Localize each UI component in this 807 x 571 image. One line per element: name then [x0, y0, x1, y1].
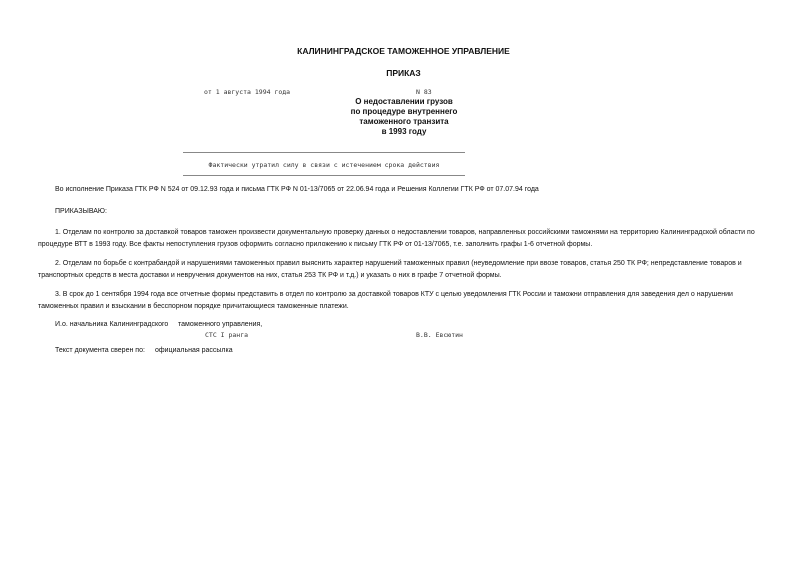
- document-date: от 1 августа 1994 года: [204, 88, 291, 96]
- signatory-rank: СТС I ранга: [205, 331, 249, 339]
- order-item-3: 3. В срок до 1 сентября 1994 года все отчетные формы представить в отдел по контролю за доставкой товаров КТУ с целью уведомления ГТК России и таможни отправления для заведения дел о нарушении таможенных правил и взыскании в бесспорном порядке причитающиеся таможенные платежи.: [38, 291, 733, 310]
- organization-title: КАЛИНИНГРАДСКОЕ ТАМОЖЕННОЕ УПРАВЛЕНИЕ: [297, 46, 510, 56]
- divider-bottom: [183, 175, 465, 176]
- title-line: по процедуре внутреннего: [350, 107, 458, 116]
- preamble: Во исполнение Приказа ГТК РФ N 524 от 09.12.93 года и письма ГТК РФ N 01-13/7065 от 22.06.94 года и Решения Коллегии ГТК РФ от 07.07.94 года: [55, 186, 539, 193]
- signatory-name: В.В. Евсютин: [416, 331, 463, 339]
- document-title: [304, 97, 504, 137]
- order-item-1: 1. Отделам по контролю за доставкой товаров таможен произвести документальную проверку данных о недоставлении товаров, направленных российскими таможнями на территорию Калининградской области по процедуре ВТТ в 1993 году. Все факты непоступления грузов оформить согласно приложению к письму ГТК РФ от 01-13/7065, т.е. заполнить графы 1-6 отчетной формы.: [38, 229, 755, 248]
- verification-label: Текст документа сверен по:: [55, 347, 145, 354]
- divider-top: [183, 152, 465, 153]
- document-type: ПРИКАЗ: [386, 68, 421, 78]
- title-line: таможенного транзита: [359, 117, 449, 126]
- title-line: О недоставлении грузов: [355, 97, 453, 106]
- order-item-2: 2. Отделам по борьбе с контрабандой и нарушениями таможенных правил выяснить характер нарушений таможенных правил (неуведомление при ввозе товаров, статья 250 ТК РФ; непредставление товаров и транспортных средств в места доставки и невручения документов на них, статья 253 ТК РФ и т.д.) и указать о них в графе 7 отчетной формы.: [38, 260, 742, 279]
- verification-source: официальная рассылка: [155, 347, 233, 354]
- status-note: Фактически утратил силу в связи с истечением срока действия: [208, 161, 440, 169]
- signatory-position-a: И.о. начальника Калининградского: [55, 321, 169, 328]
- signatory-position-b: таможенного управления,: [178, 321, 263, 328]
- order-word: ПРИКАЗЫВАЮ:: [55, 208, 107, 215]
- document-number: N 83: [416, 88, 432, 96]
- title-line: в 1993 году: [381, 127, 427, 136]
